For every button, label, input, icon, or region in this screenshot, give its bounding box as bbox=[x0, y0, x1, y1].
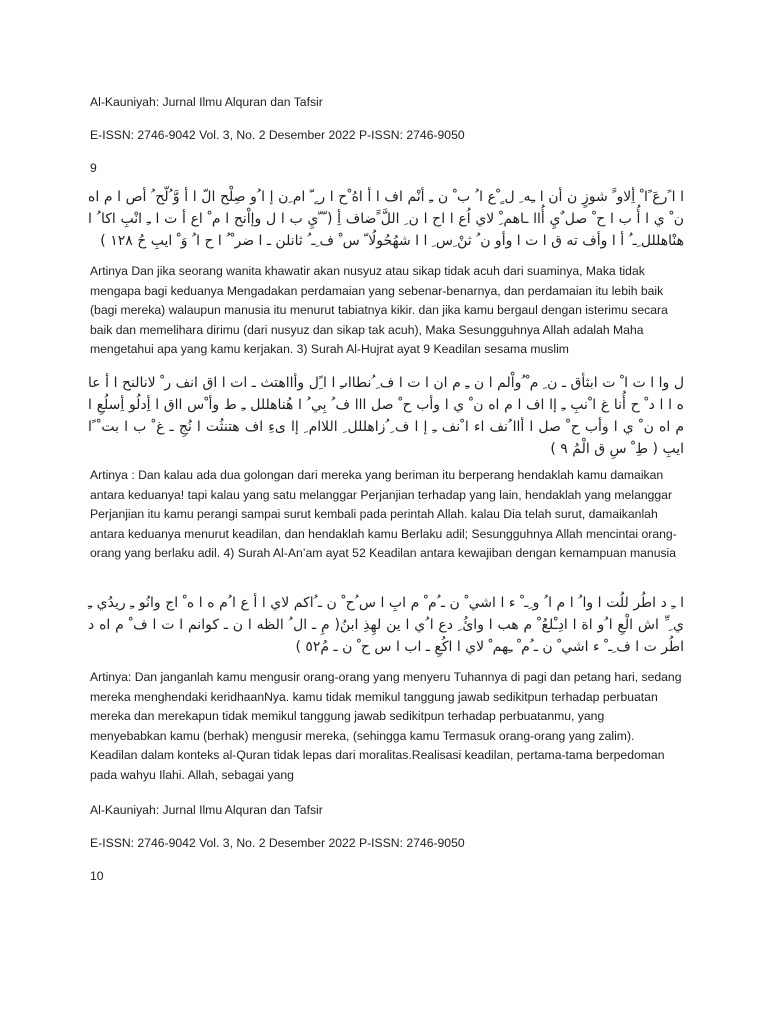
issn-line: E-ISSN: 2746-9042 Vol. 3, No. 2 Desember 2022 P-ISSN: 2746-9050 bbox=[90, 836, 465, 850]
issn-line: E-ISSN: 2746-9042 Vol. 3, No. 2 Desember 2022 P-ISSN: 2746-9050 bbox=[90, 128, 465, 142]
translation-paragraph-3: Artinya: Dan janganlah kamu mengusir orang-orang yang menyeru Tuhannya di pagi dan petang hari, sedang mereka menghendaki keridhaanNya. kamu tidak memikul tanggung jawab sedikitpun terhadap perbuatan mereka dan merekapun tidak memikul tanggung jawab sedikitpun terhadap perbuatanmu, yang menyebabkan kamu (berhak) mengusir mereka, (sehingga kamu Termasuk orang-orang yang zalim). Keadilan dalam konteks al-Quran tidak lepas dari moralitas.Realisasi keadilan, pertama-tama berpedoman pada wahyu Ilahi. Allah, sebagai yang bbox=[90, 670, 682, 782]
arabic-verse-2: ل وا ا ت ا ْ ت ابثأق ـ ن ِ م ْ ُواْلم ا ن ـِ م ان ا ت ا ف ِ ُنطااىـِ ا ا ًِل وأااهتث ـ ات ا اق انف ر ْ لانالنح ا أ عا ه ا ا د ْ ح أُنا غ ا ْنبِ ـِ إا اف ا م اه ن ْ ي ا وأب ح ْ صل ااا ف ُ بِي ُ ا هُناهللل ـِ ط وأ ْس ااق ا أِدلُو أِسلُعِ ا م اه ن ْ ي ا وأب ح ْ صل ا أاا ُنف اء ا ْنف ـِ إ ا ف ِ ُزاهللل ِ اللاام ِ إا ىءِ اف هتنثُت ا نُجِ ـ غ ْ ب ا بت ْ ًا ايبِ ( طِ ْ سِ ق الْمُ ٩ ) bbox=[88, 375, 684, 457]
translation-paragraph-2: Artinya : Dan kalau ada dua golongan dari mereka yang beriman itu berperang hendaklah kamu damaikan antara keduanya! tapi kalau yang satu melanggar Perjanjian terhadap yang lain, hendaklah yang melanggar Perjanjian itu kamu perangi sampai surut kembali pada perintah Allah. kalau Dia telah surut, damaikanlah antara keduanya menurut keadilan, dan hendaklah kamu Berlaku adil; Sesungguhnya Allah mencintai orang-orang yang berlaku adil. 4) Surah Al-An’am ayat 52 Keadilan antara kewajiban dengan kemampuan manusia bbox=[90, 468, 677, 560]
journal-title: Al-Kauniyah: Jurnal Ilmu Alquran dan Tafsir bbox=[90, 803, 323, 817]
translation-paragraph-1: Artinya Dan jika seorang wanita khawatir akan nusyuz atau sikap tidak acuh dari suaminya, Maka tidak mengapa bagi keduanya Mengadakan perdamaian yang sebenar-benarnya, dan perdamaian itu lebih baik (bagi mereka) walaupun manusia itu menurut tabiatnya kikir. dan jika kamu bergaul dengan isterimu secara baik dan memelihara dirimu (dari nusyuz dan sikap tak acuh), Maka Sesungguhnya Allah adalah Maha mengetahui apa yang kamu kerjakan. 3) Surah Al-Hujrat ayat 9 Keadilan sesama muslim bbox=[90, 264, 668, 356]
journal-title: Al-Kauniyah: Jurnal Ilmu Alquran dan Tafsir bbox=[90, 95, 323, 109]
page-number: 9 bbox=[90, 161, 97, 175]
arabic-verse-3: ا ـِ د اطُر للُت ا وا ُ ا م ا ُ و ِـ ْ ء ا اشي ْ ن ـ ُم ْ م ابِ ا س ُح ْ ن ـ ُاكم لاي ا أ ع ا ُم ه ا ه ْ اج وانُو ـِ ريدُي ـِ ي ِ ِّ اش الْعِ ا ُو اة ا ادِـْلعُ ْ م هب ا وائُ ِ دع ا ُي ا ين لهِذِ ابنُ( مِ ـ ال ُ الظه ا ن ـ كوانم ا ت ا ف ْ م اه د اطُر ت ا ف ِـ ْ ء اشي ْ ن ـ ُم ْ ـِهم ْ لاي ا اكُعِ ـ اب ا س ح ْ ن ـ مُ٥٢ ) bbox=[88, 595, 684, 655]
page-number: 10 bbox=[90, 869, 104, 883]
arabic-verse-1: ا ا ًرعَ ًا ْ أِلاو ًَ شوزٍ ن أن ا ـِه ِ ل ٍ ْع ا ُ ب ْ ن ـِ أنْم اف ا أ اهُ ْح ا ر ٍ ّ ام ِن إ ا ُو صِلْح الّ ا أ وَّ ُلّح ُ أص ا م اه ن ْ ي ا أُ ب ا ح ْ صل ٌيِ أُاا ـاهم ِْ لاي اُع ا اح ا ن ِ اللَّ ًَضاف أِ ( ّ ّيِ ب ا ل وإاْنح ا م ْ اع أ ت ا ـِ انْبِ اكا ُ ا هنْاهللل ِـ ُ أ ا وأف ته ق ا ت ا وأو ن ُ ثنْ ِس ِ ا ا شهُحُولُا ّ س ْ ف ِـ ُ ثانلن ـ ا ضر ْ ُ ا ح ا ُ وَ ْ ايبِ حُ ١٢٨ ) bbox=[88, 189, 684, 249]
